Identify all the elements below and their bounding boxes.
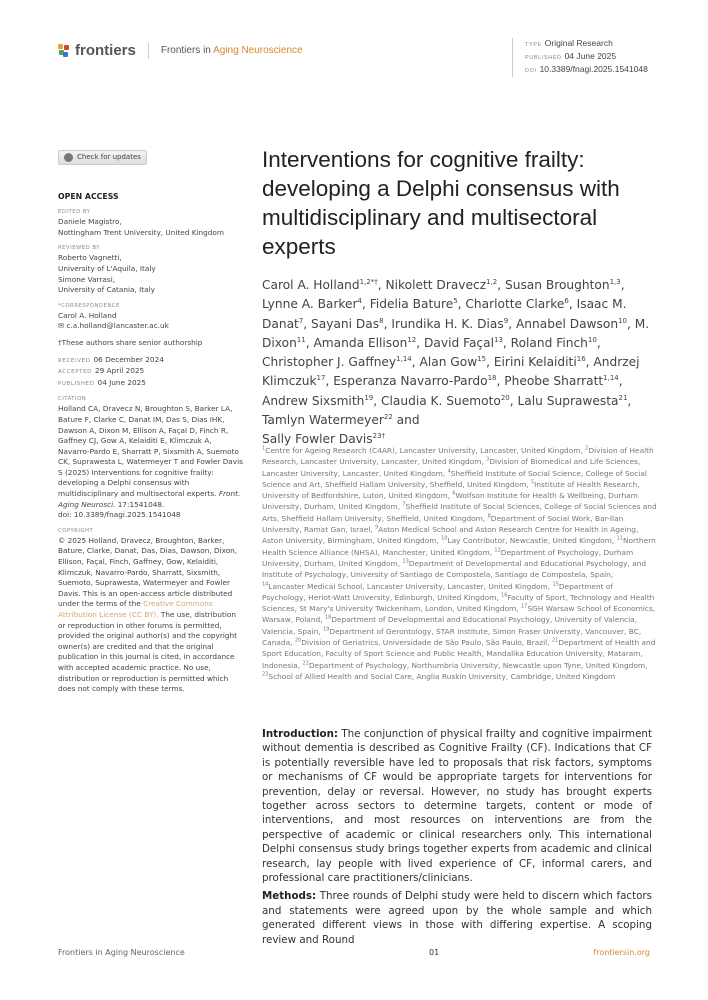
author-affiliation-marker: 1,3 (609, 277, 621, 286)
published-date: 04 June 2025 (97, 377, 146, 387)
abstract-introduction (262, 727, 652, 885)
author-name[interactable]: Irundika H. K. Dias (391, 316, 504, 331)
author-affiliation-marker: 1,2*† (359, 277, 378, 286)
accepted-label: ACCEPTED (58, 369, 93, 376)
affiliation-text: Division of Health Research, Lancaster University, Lancaster, United Kingdom (262, 446, 654, 467)
correspondent-email[interactable]: c.a.holland@lancaster.ac.uk (66, 321, 169, 331)
citation-doi[interactable]: doi: 10.3389/fnagi.2025.1541048 (58, 510, 181, 520)
author-affiliation-marker: 17 (316, 374, 326, 383)
published-label: PUBLISHED (525, 55, 562, 61)
author-affiliation-marker: 1,14 (603, 374, 619, 383)
affiliation-number: 17 (520, 603, 528, 610)
reviewed-by-label: REVIEWED BY (58, 245, 100, 252)
author-name[interactable]: Annabel Dawson (515, 316, 619, 331)
citation-volume: 17:1541048. (115, 499, 165, 509)
received-date: 06 December 2024 (93, 354, 164, 364)
copyright-label: COPYRIGHT (58, 527, 94, 534)
affiliation-text: Division of Biomedical and Life Sciences, Lancaster University, Lancaster, United Kingdom (262, 457, 641, 478)
published-date: 04 June 2025 (564, 51, 617, 61)
email-icon: ✉ (58, 321, 67, 331)
author-name[interactable]: Andrew Sixsmith (262, 393, 365, 408)
open-access-heading: OPEN ACCESS (58, 191, 119, 201)
frontiers-logo-icon (58, 44, 69, 58)
published-label: PUBLISHED (58, 380, 95, 387)
journal-title (161, 45, 303, 56)
affiliation-number: 9 (375, 524, 379, 531)
author-affiliation-marker: 12 (407, 335, 417, 344)
article-meta (512, 38, 648, 77)
abstract (262, 727, 652, 951)
author-affiliation-marker: 1,14 (396, 355, 412, 364)
author-affiliation-marker: 23† (372, 432, 386, 441)
author-name[interactable]: M. Dixon (262, 316, 650, 350)
affiliation-text: SGH Warsaw School of Economics, Warsaw, Poland (262, 604, 656, 625)
citation-body: Holland CA, Dravecz N, Broughton S, Barker LA, Bature F, Clarke C, Danat IM, Das S, Dias IHK, Dawson A, Dixon M, Ellison A, Façal D, Finch R, Gaffney CJ, Gow A, Kelaiditi E, Klimczuk A, Navarro-Pardo E, Sharratt P, Sixsmith A, Suemoto CK, Suprawesta L, Watermeyer T and Fowler Davis S (2025) Interventions for cognitive frailty: developing a Delphi consensus with multidisciplinary and multisectoral experts. (58, 404, 243, 499)
author-list: Carol A. Holland$^{1,2*\dagger}$, Nikolett Dravecz$^{1,2}$, Susan Broughton$^{1,3}$, Lynne A. Barker$^4$, Fidelia Bature$^5$, Charlotte Clarke$^6$, Isaac M. Danat$^7$, Sayani Das$^8$, Irundika H. K. Dias$^9$, Annabel Dawson$^{10}$, M. Dixon$^{11}$, Amanda Ellison$^{12}$, David Façal$^{13}$, Roland Finch$^{10}$, Christopher J. Gaffney$^{1,14}$, Alan Gow$^{15}$, Eirini Kelaiditi$^{16}$, Andrzej Klimczuk$^{17}$, Esperanza Navarro-Pardo$^{18}$, Pheobe Sharratt$^{1,14}$, Andrew Sixsmith$^{19}$, Claudia K. Suemoto$^{20}$, Lalu Suprawesta$^{21}$, Tamlyn Watermeyer$^{22}$ and Sally Fowler Davis$^{23\dagger}$ (262, 277, 650, 447)
affiliation-number: 15 (552, 581, 559, 588)
article-title: Interventions for cognitive frailty: developing a Delphi consensus with multidisciplinary and multisectoral experts (262, 147, 620, 259)
affiliation-text: Department of Psychology, Durham University, Durham, United Kingdom (262, 547, 634, 568)
affiliation-number: 18 (324, 614, 332, 621)
author-affiliation-marker: 11 (296, 335, 306, 344)
license-link[interactable]: Creative Commons Attribution License (CC BY). (58, 599, 213, 619)
author-name[interactable]: Sayani Das (311, 316, 380, 331)
received-label: RECEIVED (58, 357, 91, 364)
affiliation-text: Institute of Health Research, University of Bedfordshire, Luton, United Kingdom (262, 479, 640, 501)
affiliation-text: Department of Developmental and Educational Psychology, and Institute of Psychology, University of Santiago de Compostela, Santiago de Compostela, Spain (262, 558, 647, 580)
affiliation-number: 12 (494, 547, 501, 554)
author-name[interactable]: Fidelia Bature (369, 297, 454, 312)
author-name[interactable]: Andrzej Klimczuk (262, 355, 640, 389)
affiliation-number: 11 (616, 535, 623, 542)
reviewer-affiliation: University of L'Aquila, Italy (58, 263, 156, 273)
author-name[interactable]: Claudia K. Suemoto (381, 393, 501, 408)
affiliation-number: 13 (402, 558, 409, 565)
author-affiliation-marker: 10 (587, 335, 597, 344)
author-affiliation-marker: 19 (364, 393, 374, 402)
affiliation-number: 22 (302, 660, 309, 667)
affiliation-number: 1 (262, 445, 266, 452)
doi-label: DOI (525, 68, 537, 74)
author-name[interactable]: Amanda Ellison (313, 335, 408, 350)
affiliations: $^1$Centre for Ageing Research (C4AR), Lancaster University, Lancaster, United Kingdom, $^2$Division of Health Research, Lancaster University, Lancaster, United Kingdom, $^3$Division of Biomedical and Life Sciences, Lancaster University, Lancaster, United Kingdom, $^4$Sheffield Institute of Social Science, College of Social Science and Art, Sheffield Hallam University, Sheffield, United Kingdom, $^5$Institute of Health Research, University of Bedfordshire, Luton, United Kingdom, $^6$Wolfson Institute for Health & Wellbeing, Durham University, Durham, United Kingdom, $^7$Sheffield Institute of Social Sciences, College of Social Sciences and Arts, Sheffield Hallam University, Sheffield, United Kingdom, $^8$Department of Social Work, Bar-Ilan University, Ramat Gan, Israel, $^9$Aston Medical School and Aston Research Centre for Health in Ageing, Aston University, Birmingham, United Kingdom, $^{10}$Lay Contributor, Newcastle, United Kingdom, $^{11}$Northern Health Science Alliance (NHSA), Manchester, United Kingdom, $^{12}$Department of Psychology, Durham University, Durham, United Kingdom, $^{13}$Department of Developmental and Educational Psychology, and Institute of Psychology, University of Santiago de Compostela, Santiago de Compostela, Spain, $^{14}$Lancaster Medical School, Lancaster University, Lancaster, United Kingdom, $^{15}$Department of Psychology, Heriot-Watt University, Edinburgh, United Kingdom, $^{16}$Faculty of Sport, Technology and Health Sciences, St Mary's University Twickenham, London, United Kingdom, $^{17}$SGH Warsaw School of Economics, Warsaw, Poland, $^{18}$Department of Developmental and Educational Psychology, University of Valencia, Valencia, Spain, $^{19}$Department of Gerontology, STAR Institute, Simon Fraser University, Vancouver, BC, Canada, $^{20}$Division of Geriatrics, Universidade de São Paulo, São Paulo, Brazil, $^{21}$Department of Health and Sport Education, Faculty of Sport Science and Public Health, Mandalika Education University, Mataram, Indonesia, $^{22}$Department of Psychology, Northumbria University, Newcastle upon Tyne, United Kingdom, $^{23}$School of Allied Health and Social Care, Anglia Ruskin University, Cambridge, United Kingdom (262, 445, 657, 681)
author-affiliation-marker: 8 (379, 316, 384, 325)
author-affiliation-marker: 22 (383, 413, 393, 422)
citation-journal: Front. Aging Neurosci. (58, 489, 241, 509)
author-affiliation-marker: 1,2 (486, 277, 498, 286)
article-type: Original Research (544, 38, 613, 48)
author-affiliation-marker: 15 (477, 355, 487, 364)
affiliation-number: 19 (323, 626, 330, 633)
author-affiliation-marker: 13 (494, 335, 503, 344)
copyright-text (58, 536, 243, 695)
affiliation-text: Wolfson Institute for Health & Wellbeing, Durham University, Durham, United Kingdom (262, 491, 638, 512)
editor-name: Daniele Magistro, (58, 217, 122, 227)
author-affiliation-marker: 9 (503, 316, 509, 325)
affiliation-text: Department of Psychology, Heriot-Watt University, Edinburgh, United Kingdom (262, 581, 614, 602)
affiliation-text: Lancaster Medical School, Lancaster University, Lancaster, United Kingdom (268, 581, 548, 591)
author-name[interactable]: Lalu Suprawesta (517, 393, 619, 408)
affiliation-text: Sheffield Institute of Social Science, College of Social Science and Art, Sheffield Hallam University, Sheffield, United Kingdom (262, 468, 647, 489)
author-name[interactable]: Sally Fowler Davis (262, 432, 373, 447)
affiliation-text: School of Allied Health and Social Care, Anglia Ruskin University, Cambridge, United Kingdom (268, 671, 616, 681)
page-number: 01 (428, 948, 440, 957)
reviewer-name: Simone Varrasi, (58, 274, 116, 284)
author-name[interactable]: David Façal (424, 335, 494, 350)
author-name[interactable]: Charlotte Clarke (465, 297, 565, 312)
copyright-rest: The use, distribution or reproduction in other forums is permitted, provided the original author(s) and the copyright owner(s) are credited and that the original publication in this journal is cited, in accordance with accepted academic practice. No use, distribution or reproduction is permitted which does not comply with these terms. (58, 610, 238, 694)
correspondent-name: Carol A. Holland (58, 310, 117, 320)
journal-name: Aging Neuroscience (213, 45, 303, 56)
affiliation-number: 20 (294, 637, 302, 644)
author-affiliation-marker: 5 (453, 297, 458, 306)
author-name[interactable]: Lynne A. Barker (262, 297, 358, 312)
copyright-body: © 2025 Holland, Dravecz, Broughton, Barker, Bature, Clarke, Danat, Das, Dias, Dawson, Dixon, Ellison, Façal, Finch, Gaffney, Gow, Kelaiditi, Klimczuk, Navarro-Pardo, Sharratt, Sixsmith, Suemoto, Suprawesta, Watermeyer and Fowler Davis. This is an open-access article distributed under the terms of the (58, 535, 238, 609)
editor-affiliation: Nottingham Trent University, United Kingdom (58, 227, 224, 237)
affiliation-text: Department of Social Work, Bar-Ilan University, Ramat Gan, Israel (262, 513, 624, 535)
affiliation-text: Faculty of Sport, Technology and Health Sciences, St Mary's University Twickenham, London, United Kingdom (262, 592, 655, 614)
senior-authorship-note: †These authors share senior authorship (58, 337, 203, 347)
affiliation-text: Division of Geriatrics, Universidade de São Paulo, São Paulo, Brazil (301, 638, 548, 648)
author-affiliation-marker: 18 (487, 374, 497, 383)
affiliation-text: Lay Contributor, Newcastle, United Kingdom (447, 536, 612, 546)
correspondence-label: *CORRESPONDENCE (58, 302, 120, 309)
type-label: TYPE (525, 42, 542, 48)
affiliation-text: Department of Health and Sport Education, Faculty of Sport Science and Public Health, Mandalika Education University, Mataram, Indonesia (262, 638, 656, 670)
affiliation-text: Sheffield Institute of Social Sciences, College of Social Sciences and Arts, Sheffield Hallam University, Sheffield, United Kingdom (262, 502, 657, 523)
affiliation-number: 23 (262, 671, 269, 678)
edited-by-label: EDITED BY (58, 209, 91, 216)
author-name[interactable]: Susan Broughton (505, 278, 610, 292)
affiliation-number: 7 (402, 502, 406, 509)
journal-header (58, 42, 303, 59)
author-name[interactable]: Alan Gow (419, 355, 478, 370)
affiliation-text: Aston Medical School and Aston Research Centre for Health in Ageing, Aston University, Birmingham, United Kingdom (262, 525, 639, 546)
author-name[interactable]: Tamlyn Watermeyer (262, 413, 384, 428)
author-name[interactable]: Roland Finch (510, 335, 588, 350)
affiliation-number: 16 (501, 592, 508, 599)
reviewer-affiliation: University of Catania, Italy (58, 285, 155, 295)
affiliation-number: 4 (447, 468, 451, 475)
sidebar (58, 150, 243, 701)
affiliation-text: Northern Health Science Alliance (NHSA), Manchester, United Kingdom (262, 536, 656, 557)
and-text: and (396, 413, 420, 428)
page-footer (58, 948, 650, 957)
author-affiliation-marker: 7 (298, 316, 304, 325)
author-affiliation-marker: 4 (357, 297, 363, 306)
journal-prefix: Frontiers in (160, 45, 211, 56)
author-name[interactable]: Carol A. Holland (262, 278, 360, 292)
affiliation-text: Department of Psychology, Northumbria University, Newcastle upon Tyne, United Kingdom (308, 660, 646, 670)
affiliation-number: 6 (452, 490, 456, 497)
introduction-label: Introduction: (262, 728, 339, 740)
author-affiliation-marker: 20 (500, 393, 510, 402)
affiliation-number: 14 (262, 581, 269, 588)
author-affiliation-marker: 21 (618, 393, 628, 402)
footer-site-link[interactable]: frontiersin.org (593, 948, 650, 957)
affiliation-text: Department of Gerontology, STAR Institute, Simon Fraser University, Vancouver, BC, Canada (262, 626, 642, 648)
citation-text (58, 404, 243, 521)
doi-link[interactable]: 10.3389/fnagi.2025.1541048 (539, 64, 648, 74)
author-name[interactable]: Esperanza Navarro-Pardo (333, 374, 488, 389)
reviewer-name: Roberto Vagnetti, (58, 253, 122, 263)
affiliation-number: 10 (441, 535, 448, 542)
affiliation-number: 2 (585, 445, 589, 452)
affiliation-text: Department of Developmental and Educational Psychology, University of Valencia, Valencia, Spain (262, 615, 638, 636)
divider (148, 43, 149, 59)
affiliation-number: 21 (551, 637, 559, 644)
affiliation-number: 5 (530, 479, 535, 486)
check-updates-label: Check for updates (77, 153, 141, 162)
introduction-text: The conjunction of physical frailty and cognitive impairment without dementia is described as Cognitive Frailty (CF). Indications that CF is potentially reversible have led to proposals that risk factors, symptoms or mechanisms of CF would be appropriate targets for interventions for prevention, delay or reversal. However, no study has brought experts together across sectors to determine targets, content or mode of interventions, and most resources on interventions are from the perspective of academic or clinical researchers only. This international Delphi consensus study brings together experts from academic and clinical research, lay people with lived experience of CF, informal carers, and professional care practitioners/clinicians. (262, 728, 652, 885)
update-icon (64, 153, 73, 162)
author-name[interactable]: Christopher J. Gaffney (262, 355, 397, 370)
author-name[interactable]: Isaac M. Danat (262, 297, 627, 331)
author-name[interactable]: Eirini Kelaiditi (493, 355, 577, 370)
footer-journal: Frontiers in Aging Neuroscience (58, 948, 185, 957)
abstract-methods (262, 889, 652, 947)
frontiers-logo-text[interactable]: frontiers (75, 42, 136, 59)
methods-label: Methods: (262, 890, 317, 903)
methods-text: Three rounds of Delphi study were held to discern which factors and statements were agreed upon by the whole sample and which generated different views in those with differing expertise. A scoping review and Round (262, 890, 652, 946)
author-name[interactable]: Nikolett Dravecz (385, 278, 487, 292)
affiliation-number: 3 (486, 456, 490, 463)
citation-label: CITATION (58, 396, 87, 403)
author-affiliation-marker: 10 (618, 316, 627, 325)
affiliation-number: 8 (487, 513, 491, 520)
author-affiliation-marker: 6 (564, 297, 569, 306)
author-name[interactable]: Pheobe Sharratt (504, 374, 604, 389)
author-affiliation-marker: 16 (576, 355, 586, 364)
affiliation-text: Centre for Ageing Research (C4AR), Lancaster University, Lancaster, United Kingdom (265, 446, 581, 455)
accepted-date: 29 April 2025 (95, 366, 145, 376)
check-for-updates-button[interactable] (58, 150, 147, 165)
